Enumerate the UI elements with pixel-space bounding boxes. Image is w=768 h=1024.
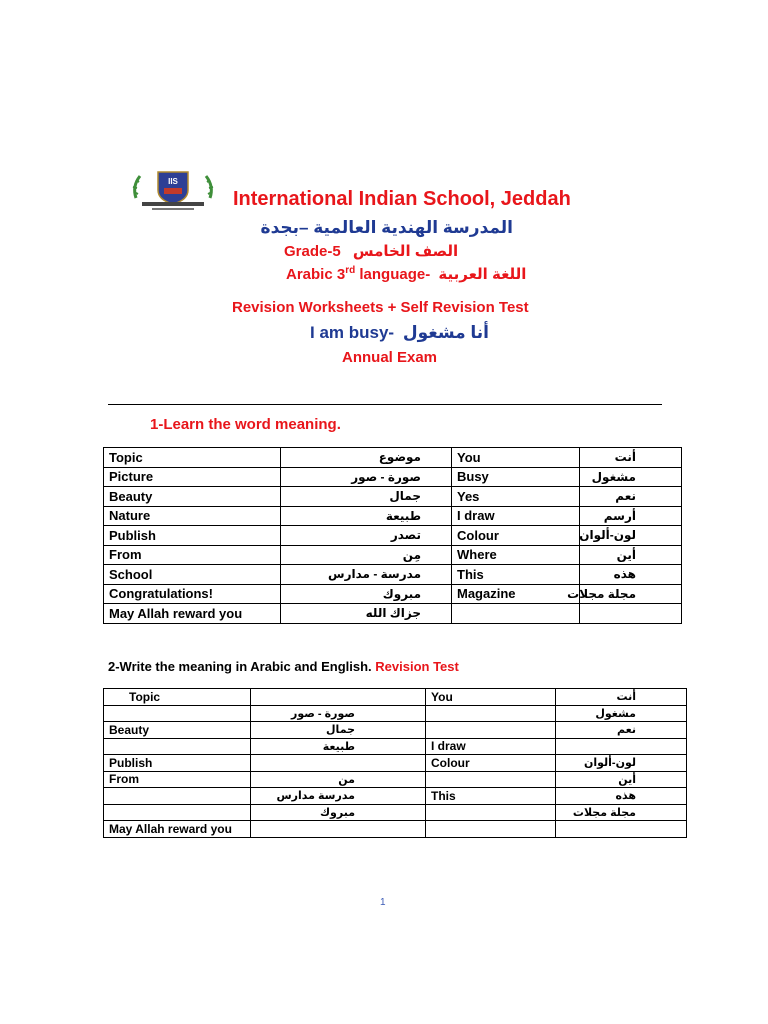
- table-cell: Topic: [104, 689, 251, 706]
- table-cell: Publish: [104, 526, 281, 546]
- table-cell: تصدر: [281, 526, 452, 546]
- table-row: [104, 821, 687, 838]
- vocabulary-table: [103, 447, 682, 624]
- language-line: [286, 265, 526, 283]
- table-cell: موضوع: [281, 448, 452, 468]
- table-cell: [556, 738, 687, 755]
- table-cell: جمال: [251, 722, 426, 739]
- section2-heading: [108, 659, 459, 674]
- section-divider: [108, 404, 662, 405]
- table-cell: Nature: [104, 506, 281, 526]
- language-prefix: Arabic 3: [286, 266, 346, 283]
- lesson-title: [310, 323, 489, 343]
- table-cell: I draw: [452, 506, 580, 526]
- table-cell: Topic: [104, 448, 281, 468]
- table-cell: [104, 705, 251, 722]
- table-cell: Publish: [104, 755, 251, 772]
- table-cell: [556, 821, 687, 838]
- table-cell: From: [104, 771, 251, 788]
- revision-title: Revision Worksheets + Self Revision Test: [232, 299, 529, 316]
- school-name-arabic: المدرسة الهندية العالمية –بجدة: [260, 218, 513, 237]
- table-cell: Magazine: [452, 584, 580, 604]
- table-cell: This: [426, 788, 556, 805]
- table-row: [104, 506, 682, 526]
- table-cell: مجلة مجلات: [580, 584, 682, 604]
- table-cell: مِن: [281, 545, 452, 565]
- table-cell: May Allah reward you: [104, 604, 281, 624]
- table-cell: Colour: [426, 755, 556, 772]
- revision-test-table: [103, 688, 687, 838]
- table-row: [104, 565, 682, 585]
- table-cell: [104, 804, 251, 821]
- table-cell: School: [104, 565, 281, 585]
- table-cell: You: [426, 689, 556, 706]
- table-cell: هذه: [580, 565, 682, 585]
- table-cell: Congratulations!: [104, 584, 281, 604]
- table-cell: [426, 771, 556, 788]
- table-row: [104, 448, 682, 468]
- table-cell: Beauty: [104, 722, 251, 739]
- table-cell: [426, 804, 556, 821]
- table-cell: [426, 821, 556, 838]
- table-cell: جزاك الله: [281, 604, 452, 624]
- table-row: [104, 584, 682, 604]
- table-row: [104, 545, 682, 565]
- table-cell: Busy: [452, 467, 580, 487]
- table-cell: May Allah reward you: [104, 821, 251, 838]
- table-cell: This: [452, 565, 580, 585]
- table-row: [104, 788, 687, 805]
- table-cell: You: [452, 448, 580, 468]
- table-cell: نعم: [580, 487, 682, 507]
- language-arabic: اللغة العربية: [438, 266, 527, 283]
- table-cell: مبروك: [281, 584, 452, 604]
- table-cell: من: [251, 771, 426, 788]
- table-cell: [251, 689, 426, 706]
- table-cell: [426, 705, 556, 722]
- table-cell: أنت: [556, 689, 687, 706]
- table-row: [104, 771, 687, 788]
- table-cell: مدرسة - مدارس: [281, 565, 452, 585]
- svg-text:IIS: IIS: [168, 177, 178, 186]
- lesson-arabic: أنا مشغول: [402, 323, 489, 342]
- table-cell: [426, 722, 556, 739]
- table-cell: طبيعة: [281, 506, 452, 526]
- table-row: [104, 467, 682, 487]
- table-row: [104, 487, 682, 507]
- revision-test-label: Revision Test: [375, 659, 459, 674]
- table-cell: I draw: [426, 738, 556, 755]
- table-cell: [251, 821, 426, 838]
- language-suffix: language-: [355, 266, 431, 283]
- table-cell: Colour: [452, 526, 580, 546]
- table-cell: مشغول: [556, 705, 687, 722]
- table-cell: مدرسة مدارس: [251, 788, 426, 805]
- table-cell: هذه: [556, 788, 687, 805]
- table-cell: أنت: [580, 448, 682, 468]
- school-name-english: International Indian School, Jeddah: [233, 188, 571, 210]
- table-cell: Beauty: [104, 487, 281, 507]
- table-cell: أين: [580, 545, 682, 565]
- table-cell: أرسم: [580, 506, 682, 526]
- grade-arabic: الصف الخامس: [352, 243, 459, 260]
- table-cell: [580, 604, 682, 624]
- table-cell: Picture: [104, 467, 281, 487]
- table-cell: جمال: [281, 487, 452, 507]
- table-row: [104, 804, 687, 821]
- table-cell: لون-ألوان: [556, 755, 687, 772]
- table-cell: طبيعة: [251, 738, 426, 755]
- exam-label: Annual Exam: [342, 349, 438, 366]
- table-cell: مجلة مجلات: [556, 804, 687, 821]
- table-cell: [104, 738, 251, 755]
- table-cell: Where: [452, 545, 580, 565]
- table-cell: لون-ألوان: [580, 526, 682, 546]
- table-row: [104, 604, 682, 624]
- table-cell: نعم: [556, 722, 687, 739]
- grade-line: [284, 242, 458, 260]
- table-cell: [251, 755, 426, 772]
- table-cell: [104, 788, 251, 805]
- language-superscript: rd: [345, 265, 356, 276]
- table-cell: صورة - صور: [251, 705, 426, 722]
- table-cell: مشغول: [580, 467, 682, 487]
- table-cell: صورة - صور: [281, 467, 452, 487]
- table-cell: Yes: [452, 487, 580, 507]
- lesson-english: I am busy-: [310, 323, 395, 342]
- grade-english: Grade-5: [284, 243, 341, 260]
- table-row: [104, 705, 687, 722]
- school-crest-logo: [128, 168, 218, 212]
- table-cell: مبروك: [251, 804, 426, 821]
- section1-heading: 1-Learn the word meaning.: [150, 416, 341, 433]
- table-cell: [452, 604, 580, 624]
- table-row: [104, 526, 682, 546]
- table-row: [104, 755, 687, 772]
- table-row: [104, 722, 687, 739]
- table-row: [104, 689, 687, 706]
- page-number: 1: [380, 897, 386, 908]
- section2-heading-text: 2-Write the meaning in Arabic and English.: [108, 659, 372, 674]
- table-cell: From: [104, 545, 281, 565]
- table-cell: أين: [556, 771, 687, 788]
- table-row: [104, 738, 687, 755]
